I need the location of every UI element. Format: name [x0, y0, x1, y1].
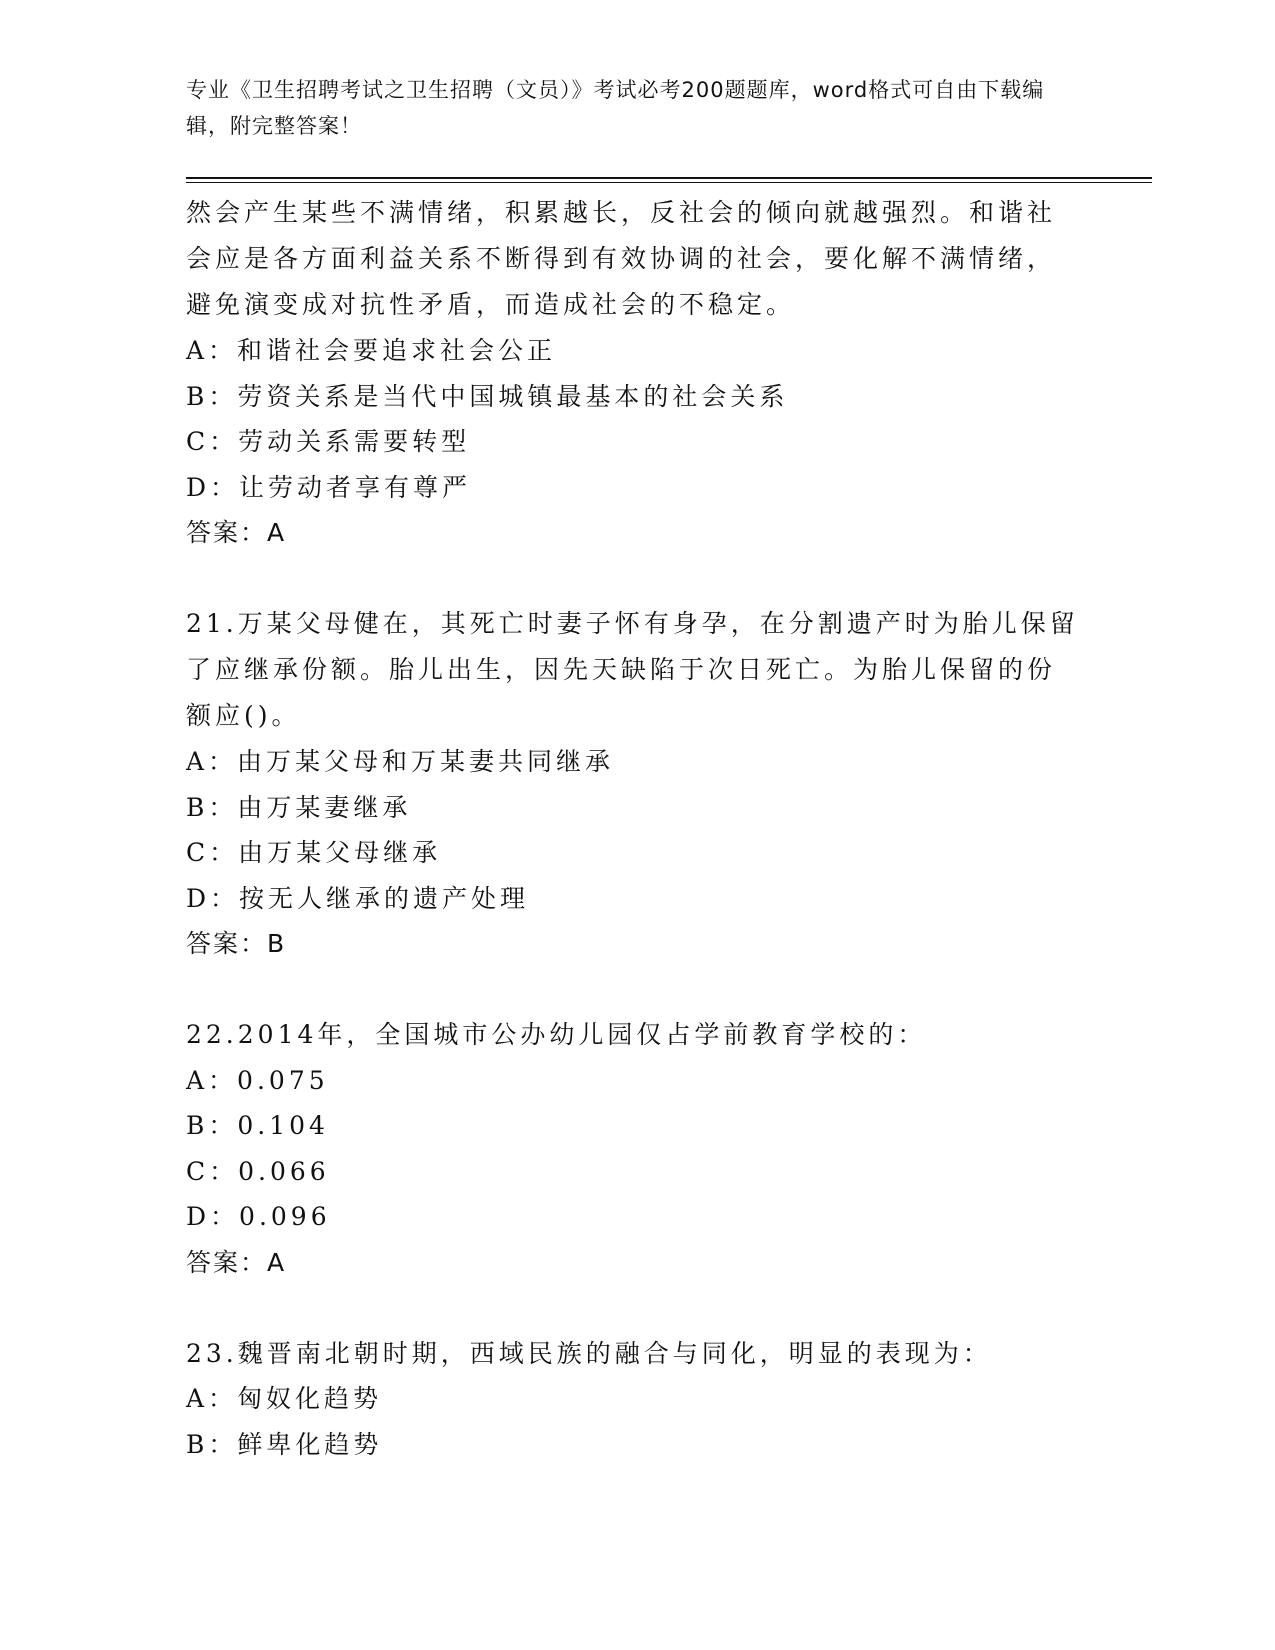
spacer	[186, 1286, 1086, 1331]
option-c: C：劳动关系需要转型	[186, 427, 471, 456]
option-b: B：劳资关系是当代中国城镇最基本的社会关系	[186, 381, 789, 411]
option-c: C：0.066	[186, 1156, 330, 1186]
question-continuation	[186, 190, 1086, 556]
question-21	[186, 601, 1086, 967]
question-23	[186, 1331, 1086, 1468]
option-c: C：由万某父母继承	[186, 838, 442, 867]
question-text-line: 然会产生某些不满情绪，积累越长，反社会的倾向就越强烈。和谐社	[186, 198, 1057, 227]
option-a: A：匈奴化趋势	[186, 1384, 383, 1413]
document-body	[186, 190, 1086, 1467]
answer: 答案：A	[186, 1247, 287, 1277]
option-a: A：由万某父母和万某妻共同继承	[186, 747, 615, 776]
header-rule-thin	[186, 182, 1152, 183]
option-b: B：0.104	[186, 1111, 329, 1140]
option-b: B：鲜卑化趋势	[186, 1429, 383, 1459]
header-title: 专业《卫生招聘考试之卫生招聘（文员）》考试必考200题题库，word格式可自由下载编辑，附完整答案！	[186, 78, 1045, 138]
option-d: D：0.096	[186, 1202, 331, 1231]
option-d: D：让劳动者享有尊严	[186, 472, 472, 502]
question-text-line: 会应是各方面利益关系不断得到有效协调的社会，要化解不满情绪，	[186, 244, 1057, 273]
document-header	[186, 72, 1066, 144]
question-22	[186, 1012, 1086, 1286]
question-text-line: 避免演变成对抗性矛盾，而造成社会的不稳定。	[186, 290, 796, 319]
spacer	[186, 556, 1086, 601]
option-d: D：按无人继承的遗产处理	[186, 883, 530, 913]
question-text-line: 22.2014年，全国城市公办幼儿园仅占学前教育学校的：	[186, 1020, 927, 1049]
header-rule-thick	[186, 177, 1152, 179]
answer: 答案：B	[186, 929, 287, 958]
answer: 答案：A	[186, 518, 287, 547]
spacer	[186, 967, 1086, 1012]
question-text-line: 23.魏晋南北朝时期，西域民族的融合与同化，明显的表现为：	[186, 1338, 992, 1368]
question-text-line: 额应()。	[186, 701, 301, 730]
option-b: B：由万某妻继承	[186, 792, 412, 822]
question-text-line: 21.万某父母健在，其死亡时妻子怀有身孕，在分割遗产时为胎儿保留	[186, 609, 1079, 638]
option-a: A：和谐社会要追求社会公正	[186, 336, 557, 365]
question-text-line: 了应继承份额。胎儿出生，因先天缺陷于次日死亡。为胎儿保留的份	[186, 655, 1057, 684]
option-a: A：0.075	[186, 1065, 329, 1095]
